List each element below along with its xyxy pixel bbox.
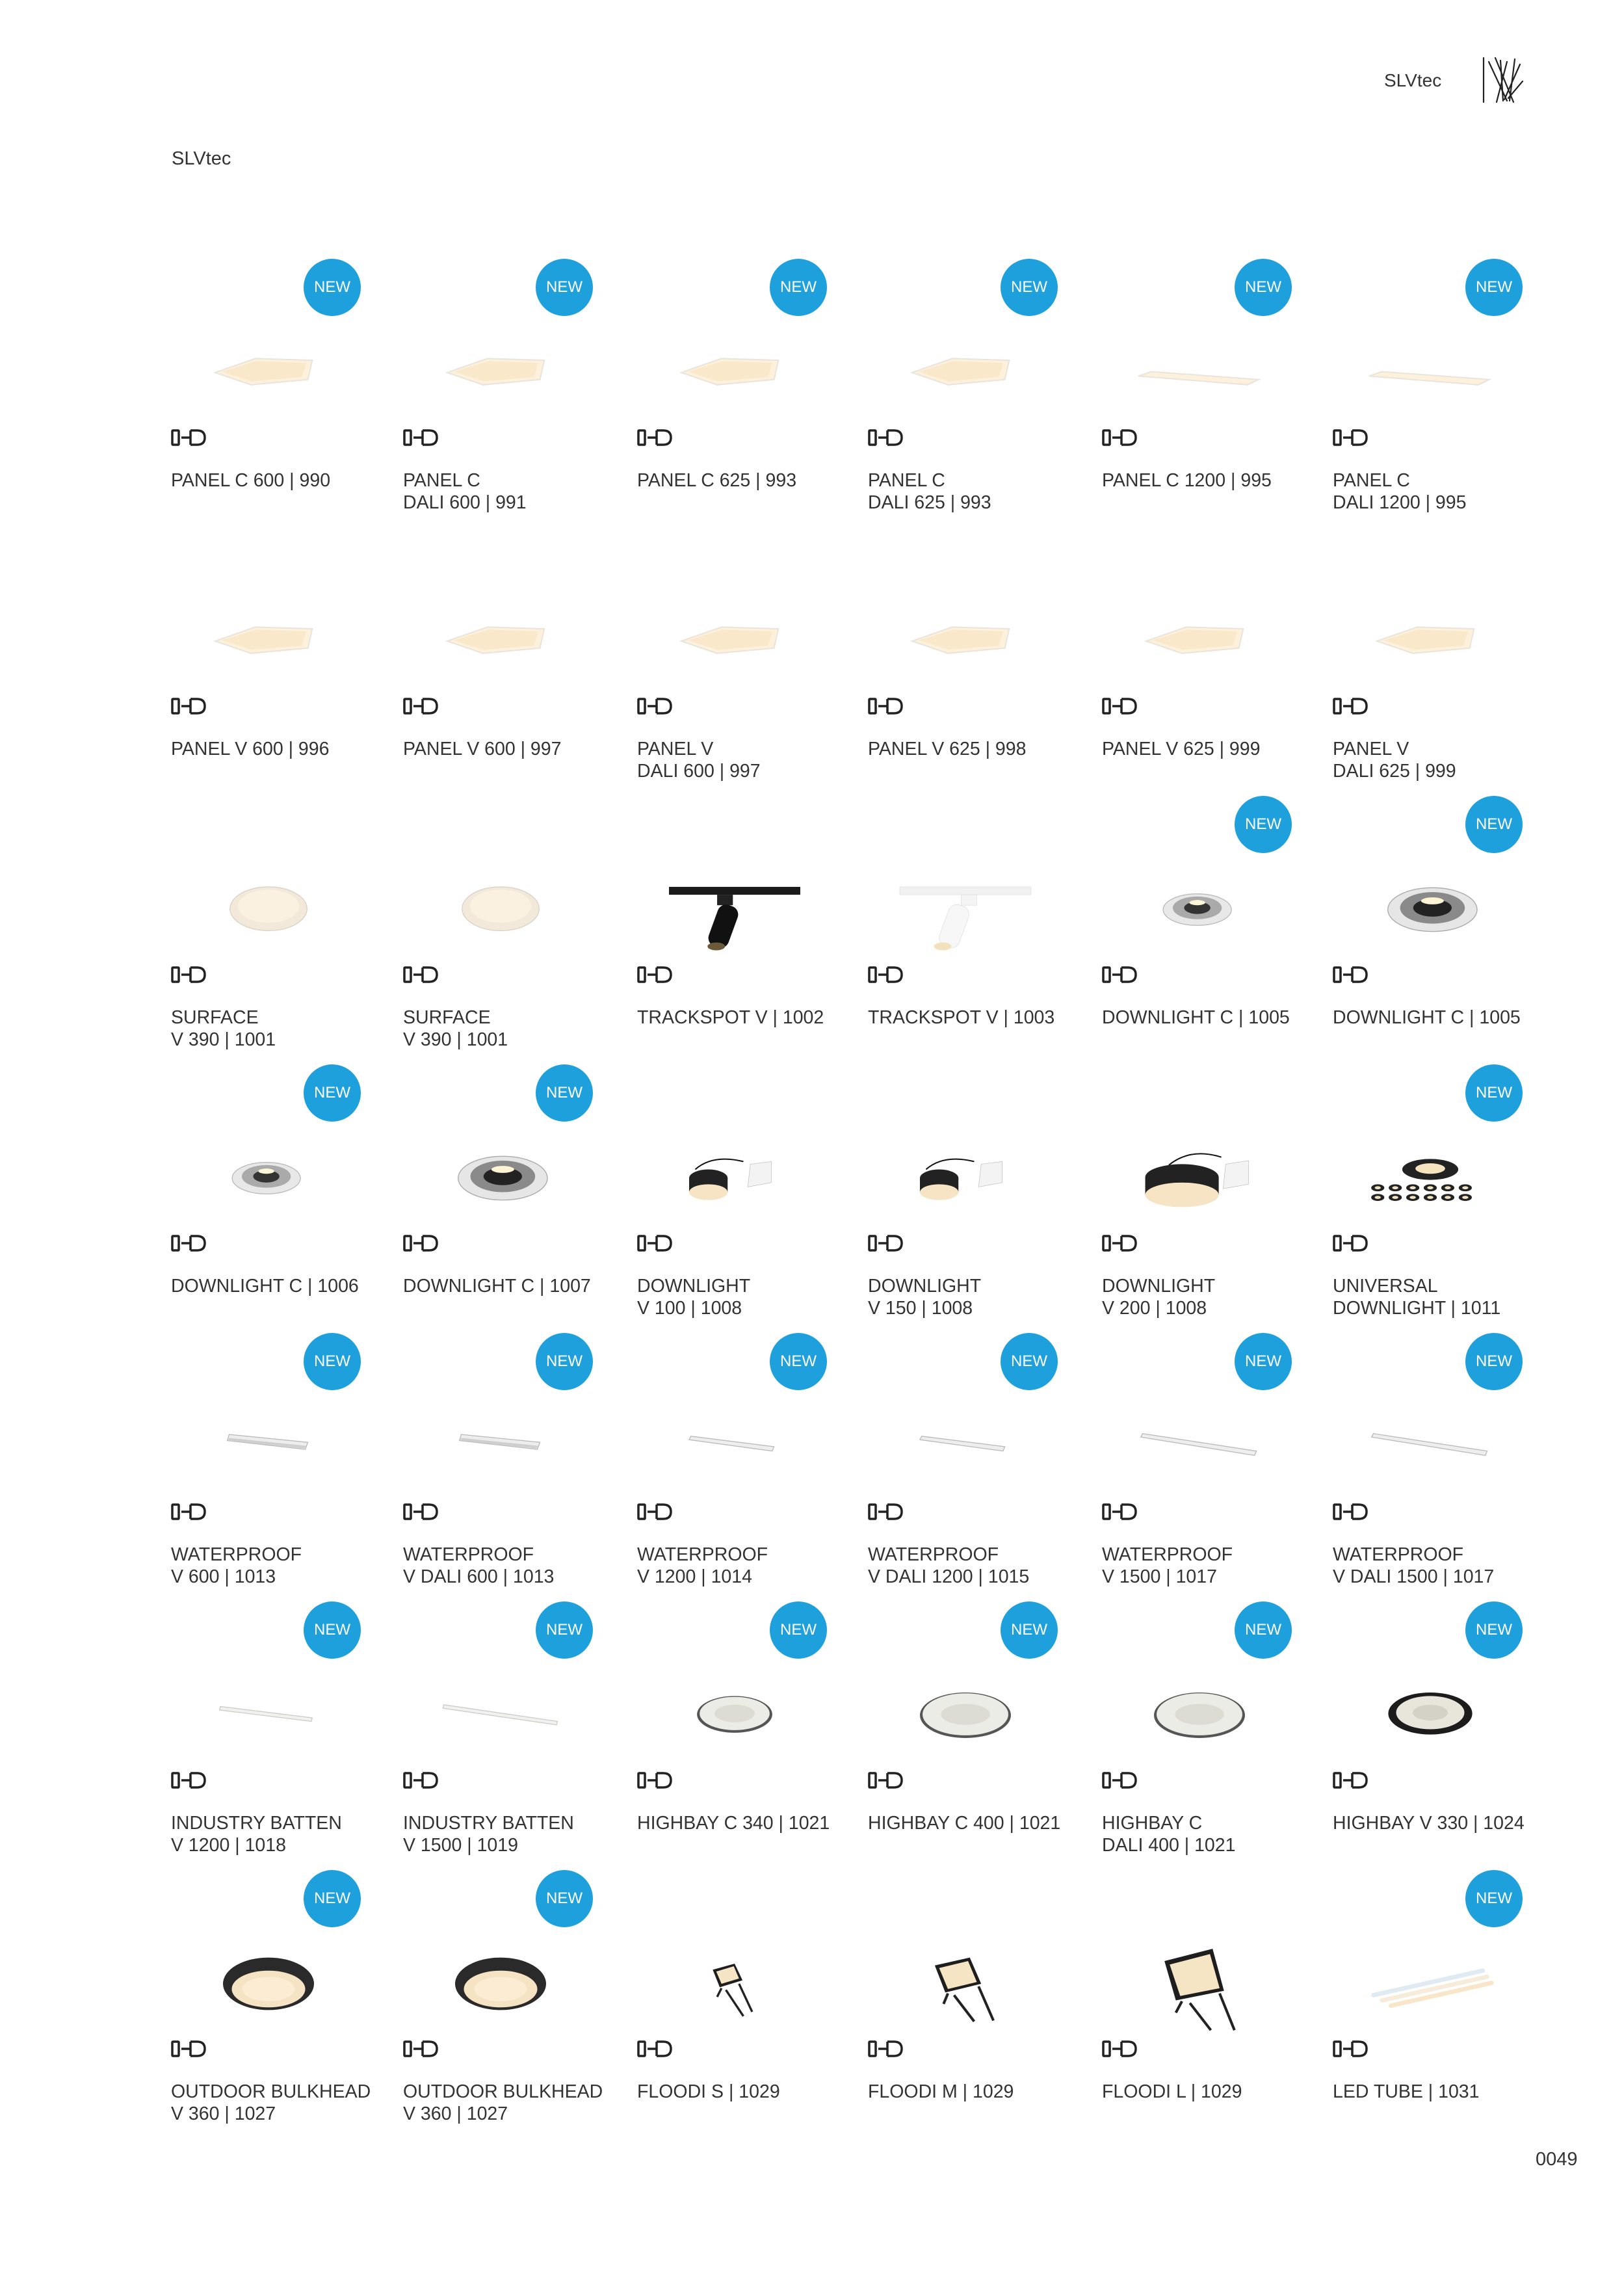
product-image bbox=[1102, 1650, 1297, 1763]
product-label bbox=[868, 2081, 1082, 2103]
product-tile bbox=[171, 1590, 386, 1860]
led-icon bbox=[1333, 696, 1368, 716]
product-image bbox=[1333, 1918, 1528, 2032]
product-tile bbox=[403, 247, 618, 518]
product-model: V DALI 600 | 1013 bbox=[403, 1566, 555, 1587]
product-name: FLOODI M | 1029 bbox=[868, 2081, 1014, 2102]
product-name: PANEL C bbox=[868, 470, 945, 491]
product-name: TRACKSPOT V | 1002 bbox=[637, 1007, 824, 1028]
product-tile bbox=[403, 1053, 618, 1323]
product-name: WATERPROOF bbox=[1333, 1544, 1464, 1565]
product-image bbox=[171, 1650, 366, 1763]
led-icon bbox=[171, 2039, 206, 2059]
product-label bbox=[171, 2081, 386, 2125]
product-model: DALI 625 | 999 bbox=[1333, 761, 1456, 782]
product-tile bbox=[1102, 1321, 1316, 1592]
new-badge: NEW bbox=[536, 1601, 593, 1659]
product-label bbox=[1333, 1007, 1547, 1029]
product-image bbox=[868, 1918, 1063, 2032]
led-icon bbox=[637, 696, 672, 716]
page-number: 0049 bbox=[1536, 2149, 1578, 2170]
led-icon bbox=[868, 1502, 903, 1522]
product-model: DALI 625 | 993 bbox=[868, 492, 991, 513]
product-label bbox=[1102, 1812, 1316, 1856]
led-icon bbox=[171, 1233, 206, 1253]
product-model: DALI 400 | 1021 bbox=[1102, 1835, 1236, 1856]
product-tile bbox=[637, 1590, 852, 1860]
product-tile bbox=[1333, 1858, 1547, 2129]
product-image bbox=[1333, 1381, 1528, 1495]
product-image bbox=[403, 307, 598, 421]
product-tile bbox=[171, 1053, 386, 1323]
product-image bbox=[637, 1918, 832, 2032]
product-tile bbox=[868, 1053, 1082, 1323]
led-icon bbox=[171, 1502, 206, 1522]
product-name: OUTDOOR BULKHEAD bbox=[171, 2081, 371, 2102]
product-name: INDUSTRY BATTEN bbox=[171, 1813, 342, 1834]
new-badge: NEW bbox=[1001, 259, 1058, 316]
product-image bbox=[868, 1381, 1063, 1495]
led-icon bbox=[403, 1771, 438, 1790]
new-badge: NEW bbox=[1235, 1333, 1292, 1390]
product-label bbox=[1102, 1007, 1316, 1029]
product-name: PANEL C 1200 | 995 bbox=[1102, 470, 1272, 491]
product-name: TRACKSPOT V | 1003 bbox=[868, 1007, 1055, 1028]
product-model: V DALI 1200 | 1015 bbox=[868, 1566, 1030, 1587]
new-badge: NEW bbox=[304, 1064, 361, 1122]
product-tile bbox=[1333, 516, 1547, 786]
new-badge: NEW bbox=[536, 1064, 593, 1122]
product-tile bbox=[868, 247, 1082, 518]
product-model: V 390 | 1001 bbox=[403, 1029, 508, 1050]
new-badge: NEW bbox=[1235, 1601, 1292, 1659]
product-image bbox=[637, 575, 832, 689]
product-image bbox=[403, 1113, 598, 1226]
product-image bbox=[403, 1918, 598, 2032]
product-tile bbox=[1333, 784, 1547, 1055]
product-label bbox=[868, 1812, 1082, 1834]
new-badge: NEW bbox=[1235, 796, 1292, 853]
product-name: PANEL V bbox=[637, 739, 714, 759]
product-image bbox=[1102, 575, 1297, 689]
product-tile bbox=[403, 1321, 618, 1592]
product-model: V 1500 | 1017 bbox=[1102, 1566, 1217, 1587]
led-icon bbox=[403, 696, 438, 716]
product-image bbox=[403, 1381, 598, 1495]
product-name: OUTDOOR BULKHEAD bbox=[403, 2081, 603, 2102]
product-tile bbox=[637, 247, 852, 518]
led-icon bbox=[1102, 428, 1137, 447]
product-label bbox=[171, 1544, 386, 1588]
product-model: V 200 | 1008 bbox=[1102, 1298, 1207, 1319]
product-tile bbox=[403, 516, 618, 786]
product-label bbox=[1102, 1275, 1316, 1319]
product-label bbox=[637, 469, 852, 492]
product-label bbox=[403, 738, 618, 760]
product-label bbox=[171, 1812, 386, 1856]
product-image bbox=[403, 1650, 598, 1763]
led-icon bbox=[868, 965, 903, 984]
product-label bbox=[403, 1812, 618, 1856]
new-badge: NEW bbox=[1465, 796, 1523, 853]
product-name: SURFACE bbox=[171, 1007, 259, 1028]
led-icon bbox=[637, 1502, 672, 1522]
product-label bbox=[1102, 469, 1316, 492]
product-label bbox=[1333, 469, 1547, 514]
led-icon bbox=[1333, 428, 1368, 447]
product-label bbox=[868, 1007, 1082, 1029]
product-model: DOWNLIGHT | 1011 bbox=[1333, 1298, 1501, 1319]
new-badge: NEW bbox=[770, 1333, 827, 1390]
product-name: HIGHBAY C 400 | 1021 bbox=[868, 1813, 1061, 1834]
product-label bbox=[1102, 2081, 1316, 2103]
product-model: DALI 600 | 991 bbox=[403, 492, 527, 513]
led-icon bbox=[1333, 1233, 1368, 1253]
led-icon bbox=[403, 2039, 438, 2059]
product-image bbox=[868, 1650, 1063, 1763]
product-name: DOWNLIGHT C | 1007 bbox=[403, 1276, 591, 1297]
product-tile bbox=[403, 1590, 618, 1860]
led-icon bbox=[868, 428, 903, 447]
product-name: FLOODI L | 1029 bbox=[1102, 2081, 1242, 2102]
product-image bbox=[171, 575, 366, 689]
new-badge: NEW bbox=[304, 1333, 361, 1390]
product-model: V 1200 | 1014 bbox=[637, 1566, 752, 1587]
product-image bbox=[403, 575, 598, 689]
product-model: V 360 | 1027 bbox=[171, 2103, 276, 2124]
product-tile bbox=[1333, 1590, 1547, 1860]
product-tile bbox=[1102, 784, 1316, 1055]
product-label bbox=[403, 1275, 618, 1297]
led-icon bbox=[1102, 1771, 1137, 1790]
product-name: PANEL V bbox=[1333, 739, 1409, 759]
product-image bbox=[1333, 1650, 1528, 1763]
new-badge: NEW bbox=[1465, 1333, 1523, 1390]
product-label bbox=[868, 1544, 1082, 1588]
led-icon bbox=[171, 1771, 206, 1790]
led-icon bbox=[403, 1502, 438, 1522]
new-badge: NEW bbox=[770, 259, 827, 316]
led-icon bbox=[1102, 1233, 1137, 1253]
new-badge: NEW bbox=[1001, 1333, 1058, 1390]
product-name: DOWNLIGHT bbox=[1102, 1276, 1216, 1297]
new-badge: NEW bbox=[1465, 259, 1523, 316]
product-tile bbox=[868, 1858, 1082, 2129]
new-badge: NEW bbox=[1001, 1601, 1058, 1659]
brand-header-text: SLVtec bbox=[1384, 70, 1442, 90]
product-image bbox=[637, 1381, 832, 1495]
product-label bbox=[1102, 738, 1316, 760]
product-label bbox=[868, 1275, 1082, 1319]
product-model: DALI 600 | 997 bbox=[637, 761, 761, 782]
product-model: V 150 | 1008 bbox=[868, 1298, 973, 1319]
product-label bbox=[171, 469, 386, 492]
product-tile bbox=[403, 1858, 618, 2129]
product-name: DOWNLIGHT bbox=[637, 1276, 751, 1297]
product-model: V 1500 | 1019 bbox=[403, 1835, 518, 1856]
led-icon bbox=[1102, 2039, 1137, 2059]
led-icon bbox=[171, 965, 206, 984]
product-tile bbox=[637, 1053, 852, 1323]
product-label bbox=[637, 738, 852, 782]
led-icon bbox=[1102, 965, 1137, 984]
product-model: V 390 | 1001 bbox=[171, 1029, 276, 1050]
product-image bbox=[1333, 575, 1528, 689]
product-image bbox=[637, 844, 832, 958]
product-name: PANEL C 600 | 990 bbox=[171, 470, 331, 491]
product-tile bbox=[868, 1321, 1082, 1592]
led-icon bbox=[1102, 696, 1137, 716]
product-name: DOWNLIGHT C | 1006 bbox=[171, 1276, 359, 1297]
product-label bbox=[403, 1007, 618, 1051]
slv-logo-icon bbox=[1481, 55, 1525, 105]
new-badge: NEW bbox=[536, 259, 593, 316]
product-tile bbox=[868, 784, 1082, 1055]
product-label bbox=[868, 469, 1082, 514]
product-tile bbox=[1333, 1321, 1547, 1592]
product-label bbox=[1333, 1812, 1547, 1834]
led-icon bbox=[868, 696, 903, 716]
product-label bbox=[171, 1007, 386, 1051]
led-icon bbox=[1102, 1502, 1137, 1522]
product-image bbox=[868, 1113, 1063, 1226]
product-label bbox=[1333, 1544, 1547, 1588]
product-tile bbox=[171, 516, 386, 786]
section-title: SLVtec bbox=[172, 148, 231, 169]
product-label bbox=[1333, 738, 1547, 782]
new-badge: NEW bbox=[1465, 1870, 1523, 1927]
product-label bbox=[403, 469, 618, 514]
product-name: DOWNLIGHT C | 1005 bbox=[1333, 1007, 1521, 1028]
led-icon bbox=[637, 428, 672, 447]
product-name: HIGHBAY C 340 | 1021 bbox=[637, 1813, 830, 1834]
product-label bbox=[868, 738, 1082, 760]
product-tile bbox=[637, 1858, 852, 2129]
product-image bbox=[403, 844, 598, 958]
product-image bbox=[1102, 307, 1297, 421]
product-label bbox=[1333, 2081, 1547, 2103]
led-icon bbox=[171, 428, 206, 447]
led-icon bbox=[171, 696, 206, 716]
new-badge: NEW bbox=[1465, 1601, 1523, 1659]
product-image bbox=[171, 307, 366, 421]
led-icon bbox=[403, 965, 438, 984]
product-tile bbox=[1102, 516, 1316, 786]
product-image bbox=[171, 844, 366, 958]
product-name: PANEL C 625 | 993 bbox=[637, 470, 797, 491]
product-label bbox=[1102, 1544, 1316, 1588]
product-model: V DALI 1500 | 1017 bbox=[1333, 1566, 1495, 1587]
new-badge: NEW bbox=[304, 1601, 361, 1659]
product-image bbox=[1102, 1918, 1297, 2032]
led-icon bbox=[637, 2039, 672, 2059]
product-model: V 100 | 1008 bbox=[637, 1298, 742, 1319]
led-icon bbox=[637, 1771, 672, 1790]
new-badge: NEW bbox=[536, 1333, 593, 1390]
led-icon bbox=[868, 1771, 903, 1790]
product-label bbox=[637, 2081, 852, 2103]
product-label bbox=[637, 1544, 852, 1588]
product-name: WATERPROOF bbox=[403, 1544, 534, 1565]
product-model: V 1200 | 1018 bbox=[171, 1835, 286, 1856]
product-label bbox=[403, 1544, 618, 1588]
product-tile bbox=[171, 784, 386, 1055]
product-model: V 360 | 1027 bbox=[403, 2103, 508, 2124]
product-image bbox=[1333, 307, 1528, 421]
product-name: INDUSTRY BATTEN bbox=[403, 1813, 574, 1834]
led-icon bbox=[1333, 965, 1368, 984]
new-badge: NEW bbox=[304, 259, 361, 316]
product-tile bbox=[1102, 247, 1316, 518]
product-tile bbox=[1102, 1590, 1316, 1860]
product-label bbox=[403, 2081, 618, 2125]
product-name: WATERPROOF bbox=[637, 1544, 768, 1565]
new-badge: NEW bbox=[1235, 259, 1292, 316]
new-badge: NEW bbox=[536, 1870, 593, 1927]
product-image bbox=[1333, 1113, 1528, 1226]
product-tile bbox=[1102, 1858, 1316, 2129]
product-name: HIGHBAY V 330 | 1024 bbox=[1333, 1813, 1525, 1834]
product-name: FLOODI S | 1029 bbox=[637, 2081, 780, 2102]
product-grid bbox=[171, 247, 1536, 2124]
product-tile bbox=[637, 516, 852, 786]
product-image bbox=[868, 575, 1063, 689]
product-image bbox=[1102, 1113, 1297, 1226]
product-name: SURFACE bbox=[403, 1007, 491, 1028]
product-name: PANEL C bbox=[1333, 470, 1410, 491]
product-tile bbox=[868, 516, 1082, 786]
product-tile bbox=[1102, 1053, 1316, 1323]
product-image bbox=[1333, 844, 1528, 958]
led-icon bbox=[637, 965, 672, 984]
product-name: DOWNLIGHT C | 1005 bbox=[1102, 1007, 1290, 1028]
product-image bbox=[1102, 844, 1297, 958]
led-icon bbox=[1333, 1502, 1368, 1522]
new-badge: NEW bbox=[770, 1601, 827, 1659]
product-image bbox=[1102, 1381, 1297, 1495]
product-label bbox=[171, 738, 386, 760]
led-icon bbox=[868, 1233, 903, 1253]
led-icon bbox=[1333, 2039, 1368, 2059]
product-image bbox=[171, 1381, 366, 1495]
product-image bbox=[171, 1113, 366, 1226]
product-image bbox=[868, 844, 1063, 958]
product-label bbox=[171, 1275, 386, 1297]
led-icon bbox=[403, 1233, 438, 1253]
product-image bbox=[868, 307, 1063, 421]
product-label bbox=[637, 1275, 852, 1319]
product-name: PANEL V 625 | 999 bbox=[1102, 739, 1261, 759]
product-name: HIGHBAY C bbox=[1102, 1813, 1203, 1834]
product-tile bbox=[868, 1590, 1082, 1860]
product-name: PANEL V 625 | 998 bbox=[868, 739, 1027, 759]
product-tile bbox=[171, 247, 386, 518]
product-image bbox=[637, 1650, 832, 1763]
product-name: UNIVERSAL bbox=[1333, 1276, 1438, 1297]
product-tile bbox=[403, 784, 618, 1055]
product-label bbox=[637, 1812, 852, 1834]
product-tile bbox=[637, 1321, 852, 1592]
new-badge: NEW bbox=[1465, 1064, 1523, 1122]
product-name: WATERPROOF bbox=[1102, 1544, 1233, 1565]
product-name: PANEL V 600 | 997 bbox=[403, 739, 562, 759]
product-model: DALI 1200 | 995 bbox=[1333, 492, 1467, 513]
led-icon bbox=[637, 1233, 672, 1253]
product-tile bbox=[1333, 1053, 1547, 1323]
product-name: WATERPROOF bbox=[171, 1544, 302, 1565]
new-badge: NEW bbox=[304, 1870, 361, 1927]
product-label bbox=[1333, 1275, 1547, 1319]
product-tile bbox=[637, 784, 852, 1055]
product-image bbox=[171, 1918, 366, 2032]
product-tile bbox=[1333, 247, 1547, 518]
led-icon bbox=[868, 2039, 903, 2059]
product-name: WATERPROOF bbox=[868, 1544, 999, 1565]
product-name: PANEL V 600 | 996 bbox=[171, 739, 330, 759]
led-icon bbox=[1333, 1771, 1368, 1790]
product-image bbox=[637, 307, 832, 421]
product-label bbox=[637, 1007, 852, 1029]
product-model: V 600 | 1013 bbox=[171, 1566, 276, 1587]
product-name: PANEL C bbox=[403, 470, 480, 491]
product-tile bbox=[171, 1858, 386, 2129]
product-image bbox=[637, 1113, 832, 1226]
product-name: LED TUBE | 1031 bbox=[1333, 2081, 1480, 2102]
product-tile bbox=[171, 1321, 386, 1592]
product-name: DOWNLIGHT bbox=[868, 1276, 982, 1297]
led-icon bbox=[403, 428, 438, 447]
